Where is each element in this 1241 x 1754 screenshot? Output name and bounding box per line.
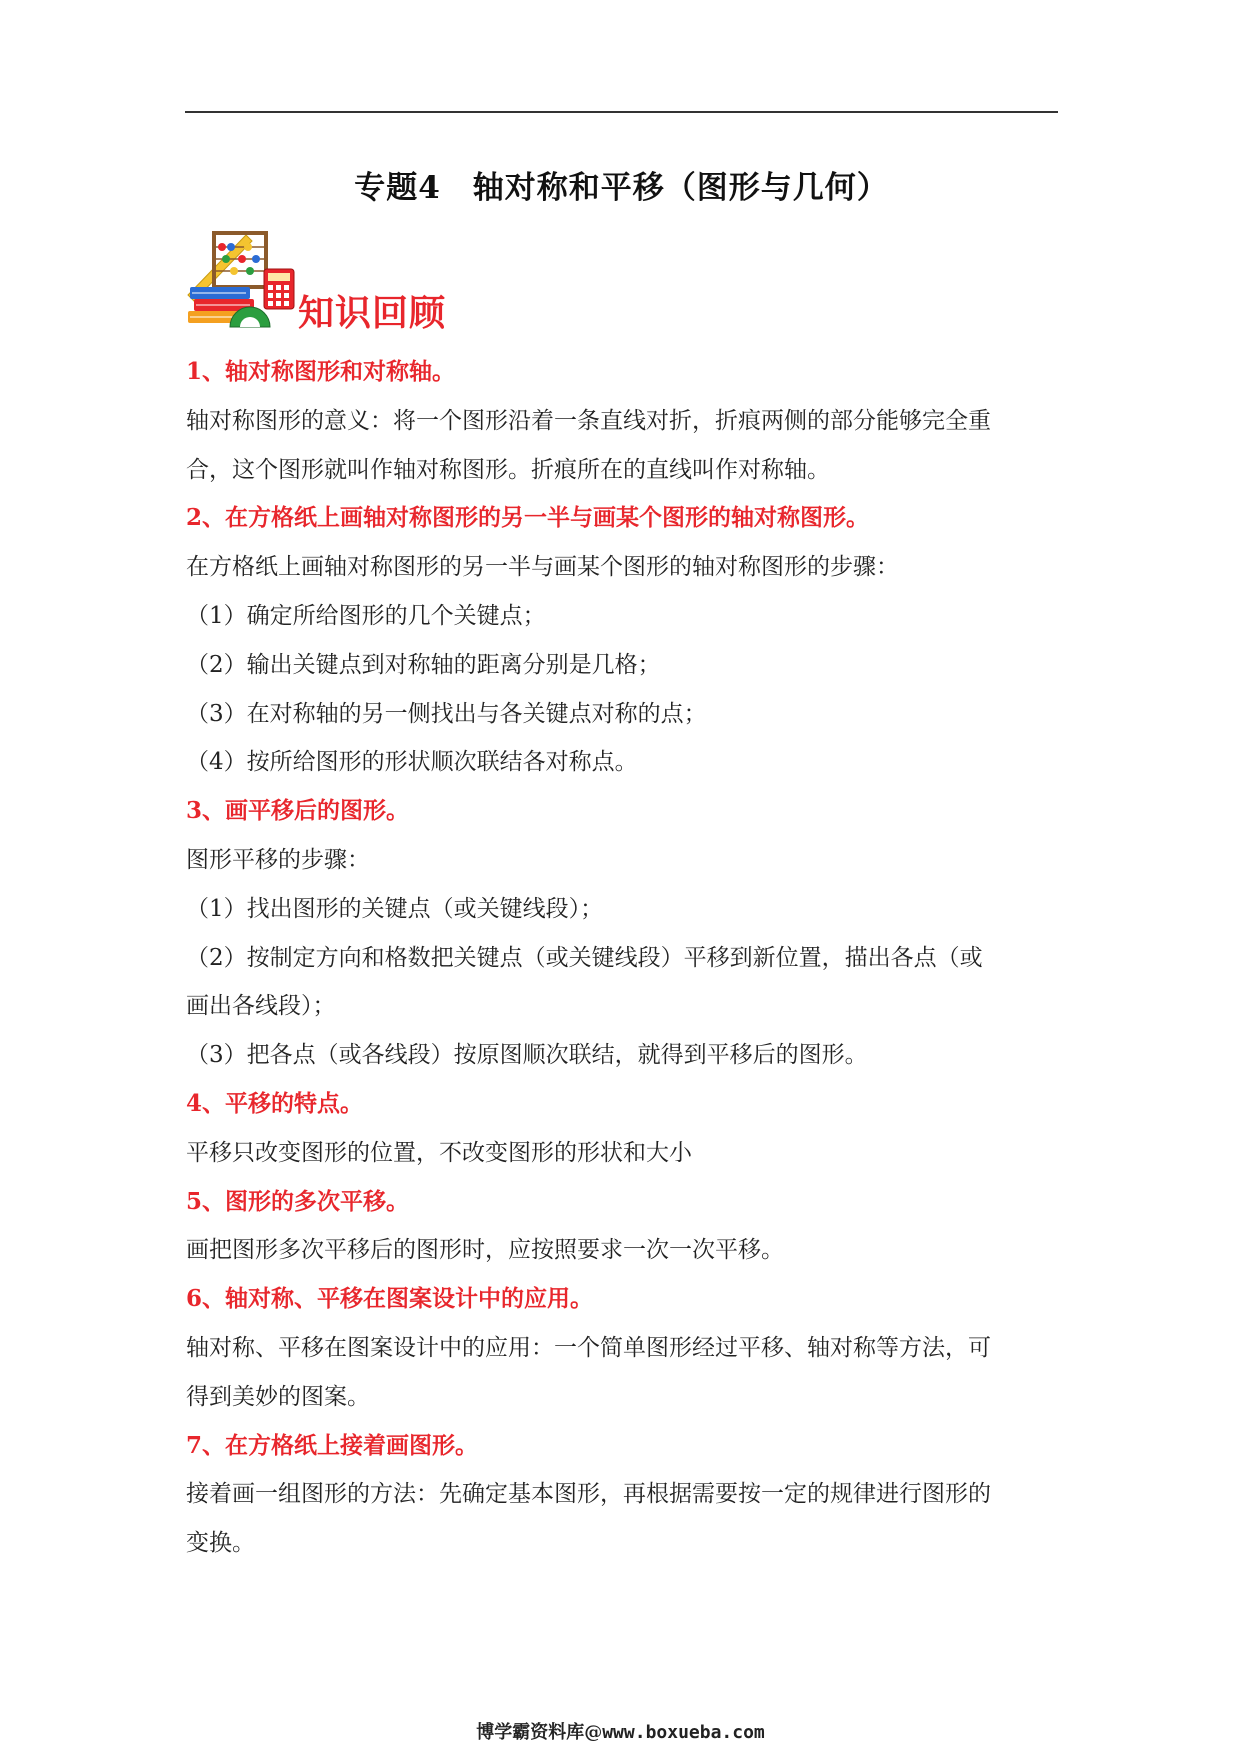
section-banner-label: 知识回顾: [298, 292, 447, 334]
paragraph-line: 轴对称图形的意义：将一个图形沿着一条直线对折，折痕两侧的部分能够完全重: [186, 407, 991, 434]
paragraph-line: 变换。: [186, 1530, 255, 1557]
paragraph-line: 画出各线段）；: [186, 993, 336, 1020]
paragraph-line: 平移只改变图形的位置，不改变图形的形状和大小: [186, 1139, 692, 1166]
paragraph-line: （3）把各点（或各线段）按原图顺次联结，就得到平移后的图形。: [186, 1042, 868, 1069]
header-rule: [185, 111, 1058, 113]
paragraph-line: （2）按制定方向和格数把关键点（或关键线段）平移到新位置，描出各点（或: [186, 944, 983, 971]
paragraph-line: 图形平移的步骤：: [186, 846, 370, 873]
document-body: [186, 348, 1058, 1568]
paragraph-line: （1）确定所给图形的几个关键点；: [186, 602, 546, 629]
paragraph-line: 接着画一组图形的方法：先确定基本图形，再根据需要按一定的规律进行图形的: [186, 1481, 991, 1508]
paragraph-line: （3）在对称轴的另一侧找出与各关键点对称的点；: [186, 700, 707, 727]
page-footer: [0, 1718, 1241, 1744]
section-heading: 1、轴对称图形和对称轴。: [186, 358, 456, 385]
section-heading: 6、轴对称、平移在图案设计中的应用。: [186, 1285, 594, 1313]
paragraph-line: 画把图形多次平移后的图形时，应按照要求一次一次平移。: [186, 1237, 784, 1264]
footer-url: www.boxueba.com: [602, 1722, 765, 1743]
knowledge-review-banner: [186, 225, 506, 335]
paragraph-line: 在方格纸上画轴对称图形的另一半与画某个图形的轴对称图形的步骤：: [186, 554, 899, 581]
paragraph-line: （4）按所给图形的形状顺次联结各对称点。: [186, 749, 638, 776]
section-heading: 5、图形的多次平移。: [186, 1187, 410, 1215]
abacus-books-ruler-calculator-icon: [186, 225, 298, 333]
paragraph-line: 得到美妙的图案。: [186, 1383, 370, 1410]
paragraph-line: （1）找出图形的关键点（或关键线段）；: [186, 895, 604, 922]
page-title: 专题4 轴对称和平移（图形与几何）: [354, 170, 889, 206]
footer-source-label: 博学霸资料库@: [476, 1722, 603, 1743]
paragraph-line: 轴对称、平移在图案设计中的应用：一个简单图形经过平移、轴对称等方法，可: [186, 1334, 991, 1361]
paragraph-line: （2）输出关键点到对称轴的距离分别是几格；: [186, 651, 661, 678]
paragraph-line: 合，这个图形就叫作轴对称图形。折痕所在的直线叫作对称轴。: [186, 456, 830, 483]
section-heading: 4、平移的特点。: [186, 1089, 364, 1117]
section-heading: 3、画平移后的图形。: [186, 797, 410, 825]
section-heading: 7、在方格纸上接着画图形。: [186, 1431, 479, 1459]
section-heading: 2、在方格纸上画轴对称图形的另一半与画某个图形的轴对称图形。: [186, 504, 870, 532]
